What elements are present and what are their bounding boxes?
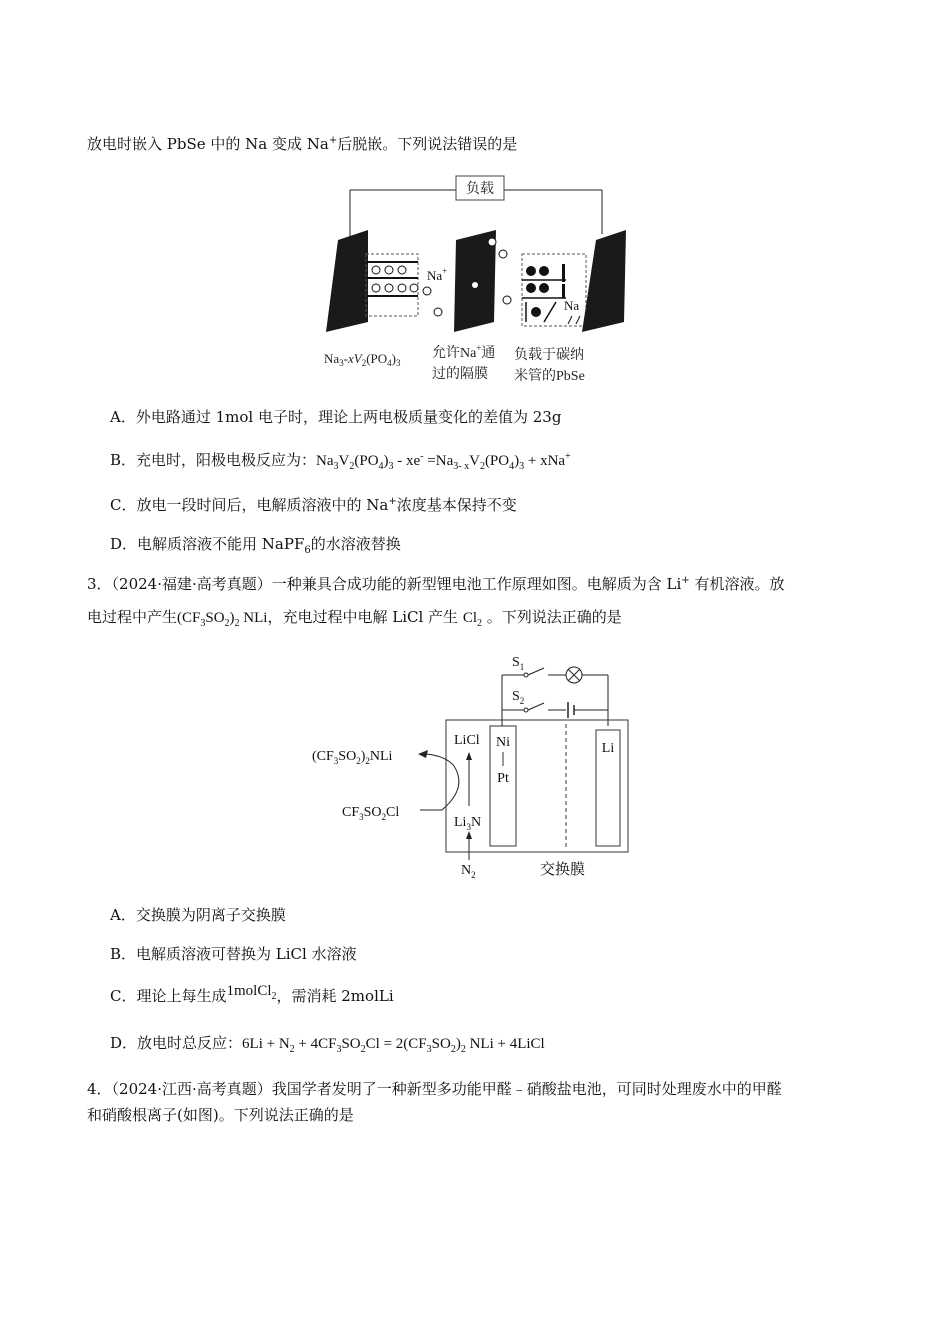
q2-battery-figure: [310, 170, 640, 390]
na-ion-charge: +: [442, 266, 448, 276]
n2-label: $N_2$: [461, 863, 476, 880]
q2-option-c[interactable]: C．放电一段时间后，电解质溶液中的 Na+浓度基本保持不变: [110, 496, 517, 514]
middle-caption-line1: 允许Na+通: [432, 343, 496, 361]
q2-stem-end: [87, 133, 517, 155]
q4-stem-line2: 和硝酸根离子(如图)。下列说法正确的是: [87, 1106, 354, 1124]
svg-text:S1: $S_1$: [512, 655, 525, 672]
q3-battery-figure: [308, 648, 638, 888]
left-electrode: [326, 230, 368, 332]
pt-label: Pt: [497, 771, 509, 786]
reactant-label: $CF_3SO_2Cl$: [342, 805, 400, 822]
q4-number: 4．: [87, 1080, 112, 1098]
s2-label: S: [512, 689, 520, 704]
q3-stem-line2: 电过程中产生$(CF_3SO_2)_2$ NLi，充电过程中电解 LiCl 产生 $Cl_2$ 。下列说法正确的是: [87, 608, 622, 629]
q2-option-b-prefix: B．充电时，阳极电极反应为：: [110, 451, 317, 469]
q3-option-a[interactable]: A．交换膜为阴离子交换膜: [110, 906, 286, 924]
q4-stem-line1: 4．（2024·江西·高考真题）我国学者发明了一种新型多功能甲醛﹣硝酸盐电池，可同时处理废水中的甲醛: [87, 1080, 782, 1098]
q3-number: 3．: [87, 575, 112, 593]
s1-label: S: [512, 655, 520, 670]
q2-stem-sup: +: [328, 135, 338, 146]
left-caption: $Na_3-xV_2(PO_4)_3$: [324, 351, 401, 368]
product-label: $(CF_3SO_2)_2NLi$: [312, 749, 393, 766]
q2-stem-text-b: 后脱嵌。下列说法错误的是: [337, 135, 518, 153]
q3-option-b[interactable]: B．电解质溶液可替换为 LiCl 水溶液: [110, 945, 357, 963]
right-caption-line2: 米管的PbSe: [514, 369, 585, 384]
li-label: Li: [601, 741, 615, 756]
ni-label: Ni: [496, 735, 510, 750]
q3-source: （2024·福建·高考真题）: [111, 575, 272, 593]
membrane-label: 交换膜: [540, 862, 586, 878]
svg-text:Na+: [427, 266, 447, 283]
right-caption-line1: 负载于碳纳: [514, 348, 584, 363]
q3-option-c[interactable]: C．理论上每生成1molCl$_2$，需消耗 2molLi: [110, 983, 394, 1005]
load-label: 负载: [466, 182, 494, 197]
q2-option-a[interactable]: A．外电路通过 1mol 电子时，理论上两电极质量变化的差值为 23g: [110, 408, 562, 426]
na-ion-label: Na: [427, 268, 443, 283]
q2-stem-text-a: 放电时嵌入 PbSe 中的 Na 变成 Na: [87, 135, 329, 153]
right-na-label: Na: [564, 298, 580, 313]
q3-option-d[interactable]: D．放电时总反应：$6Li + N_2 + 4CF_3SO_2Cl = 2(CF_3SO_2)_2$ NLi + 4LiCl: [110, 1034, 545, 1055]
svg-text:S2: $S_2$: [512, 689, 525, 706]
licl-label: LiCl: [454, 733, 480, 748]
q2-option-d[interactable]: D．电解质溶液不能用 NaPF$_6$的水溶液替换: [110, 535, 401, 556]
li3n-label: $Li_3N$: [454, 815, 482, 832]
q2-option-b[interactable]: [110, 449, 571, 472]
q3-stem-line1: 3．（2024·福建·高考真题）一种兼具合成功能的新型锂电池工作原理如图。电解质为含 Li+ 有机溶液。放: [87, 575, 785, 593]
q4-source: （2024·江西·高考真题）: [111, 1080, 272, 1098]
right-electrode: [582, 230, 626, 332]
q2-option-b-formula: $Na_3V_2(PO_4)_3 - xe^- =Na_{3- x}V_2(PO_4)_3 + xNa^+$: [316, 451, 571, 472]
middle-caption-line2: 过的隔膜: [432, 367, 488, 382]
